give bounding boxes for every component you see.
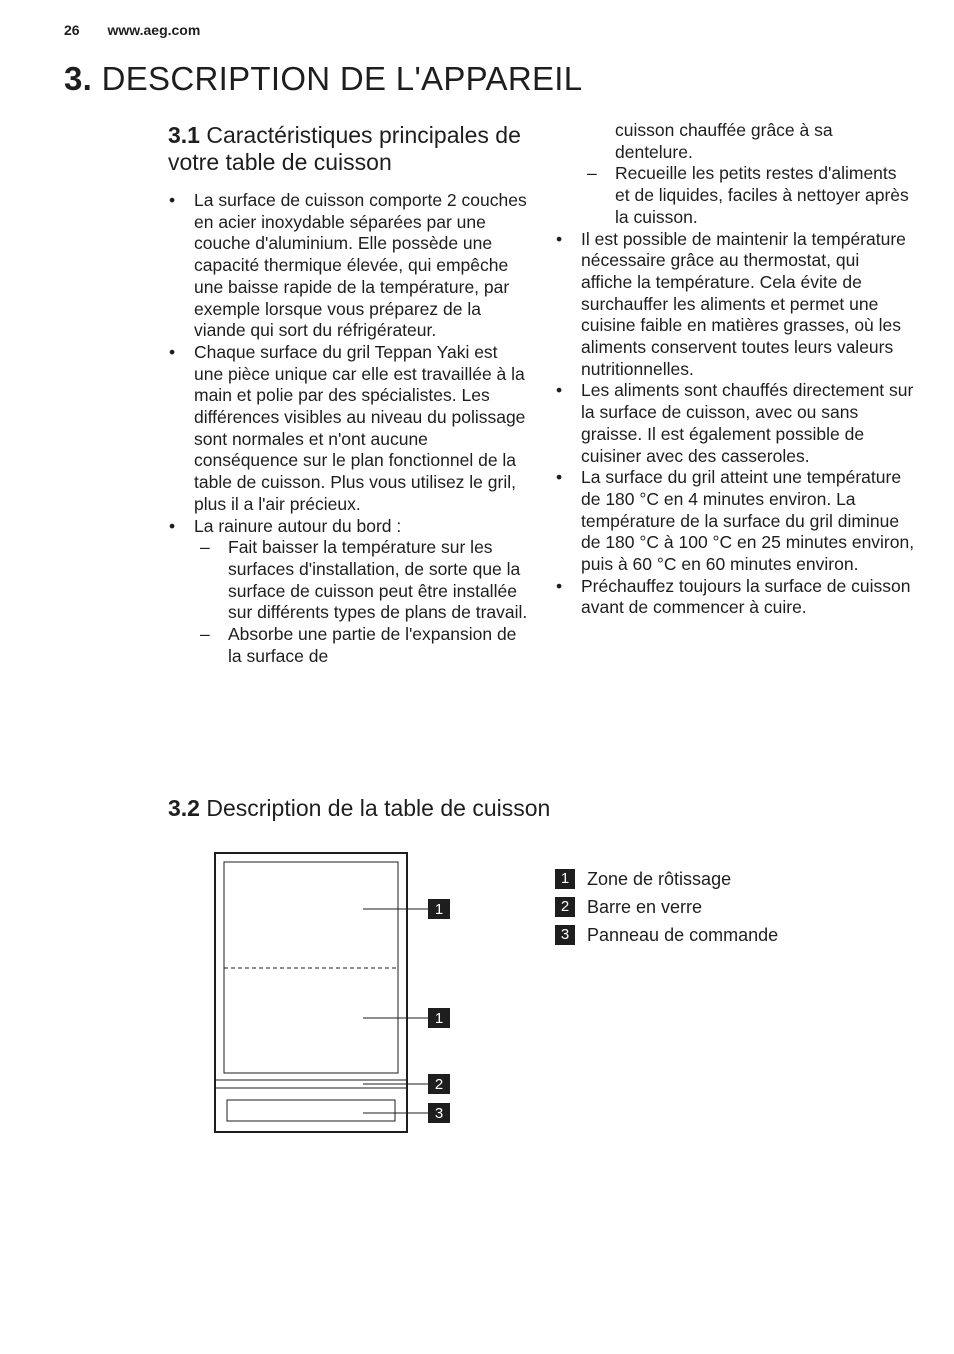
features-list-continued xyxy=(555,229,915,620)
diagram-legend xyxy=(555,865,778,949)
page-header xyxy=(64,22,200,38)
left-column xyxy=(168,120,528,667)
title-text: DESCRIPTION DE L'APPAREIL xyxy=(101,60,583,97)
website-link[interactable]: www.aeg.com xyxy=(107,22,201,38)
sub-list-item: – Absorbe une partie de l'expansion de la surface de xyxy=(194,624,528,667)
callout-label: 1 xyxy=(434,1010,444,1027)
section-3-1-number: 3.1 xyxy=(168,122,200,148)
list-item xyxy=(168,516,528,668)
legend-label: Barre en verre xyxy=(587,896,703,917)
sub-list-item-continued: cuisson chauffée grâce à sa dentelure. xyxy=(615,120,833,162)
callout-label: 2 xyxy=(434,1076,444,1093)
section-3-1-title: Caractéristiques principales de votre table de cuisson xyxy=(168,122,521,175)
groove-intro: La rainure autour du bord : xyxy=(194,515,402,536)
legend-number: 2 xyxy=(555,897,575,917)
legend-item xyxy=(555,893,778,921)
list-item: • Il est possible de maintenir la température nécessaire grâce au thermostat, qui affiche la température. Cela évite de surchauffer les aliments et permet une cuisine faible en matières grasses, où les aliments conservent toutes leurs valeurs nutritionnelles. xyxy=(555,229,915,381)
legend-label: Panneau de commande xyxy=(587,924,779,945)
section-3-2-heading xyxy=(168,795,550,822)
sub-list-item: – Recueille les petits restes d'aliments et de liquides, faciles à nettoyer après la cuisson. xyxy=(555,163,915,228)
page-title xyxy=(64,60,582,98)
right-column xyxy=(555,120,915,619)
legend-number: 1 xyxy=(555,869,575,889)
control-panel xyxy=(227,1100,395,1121)
list-item: • Chaque surface du gril Teppan Yaki est une pièce unique car elle est travaillée à la main et polie par des spécialistes. Les différences visibles au niveau du polissage sont normales et n'ont aucune conséquence sur le plan fonctionnel de la table de cuisson. Plus vous utilisez le gril, plus il a l'air précieux. xyxy=(168,342,528,516)
callout-label: 3 xyxy=(434,1105,444,1122)
features-list xyxy=(168,190,528,667)
section-3-2-title: Description de la table de cuisson xyxy=(206,795,551,821)
title-number: 3. xyxy=(64,60,93,97)
legend-item xyxy=(555,921,778,949)
section-3-1-heading xyxy=(168,122,528,176)
groove-sublist xyxy=(194,537,528,667)
list-item: • La surface du gril atteint une température de 180 °C en 4 minutes environ. La température de la surface du gril diminue de 180 °C à 100 °C en 25 minutes environ, puis à 60 °C en 60 minutes environ. xyxy=(555,467,915,576)
sub-list-item: – Fait baisser la température sur les surfaces d'installation, de sorte que la surface de cuisson peut être installée sur différents types de plans de travail. xyxy=(194,537,528,624)
callout-label: 1 xyxy=(434,901,444,918)
page-number: 26 xyxy=(64,22,80,38)
list-item: • La surface de cuisson comporte 2 couches en acier inoxydable séparées par une couche d'aluminium. Elle possède une capacité thermique élevée, qui empêche une baisse rapide de la température, par exemple lorsque vous préparez de la viande qui sort du réfrigérateur. xyxy=(168,190,528,342)
section-3-2-number: 3.2 xyxy=(168,795,200,821)
list-item: • Préchauffez toujours la surface de cuisson avant de commencer à cuire. xyxy=(555,576,915,619)
hob-diagram xyxy=(213,851,453,1136)
list-item: • Les aliments sont chauffés directement sur la surface de cuisson, avec ou sans graisse. Il est également possible de cuisiner avec des casseroles. xyxy=(555,380,915,467)
legend-item xyxy=(555,865,778,893)
legend-label: Zone de rôtissage xyxy=(587,868,732,889)
legend-number: 3 xyxy=(555,925,575,945)
hob-outline xyxy=(215,853,407,1132)
